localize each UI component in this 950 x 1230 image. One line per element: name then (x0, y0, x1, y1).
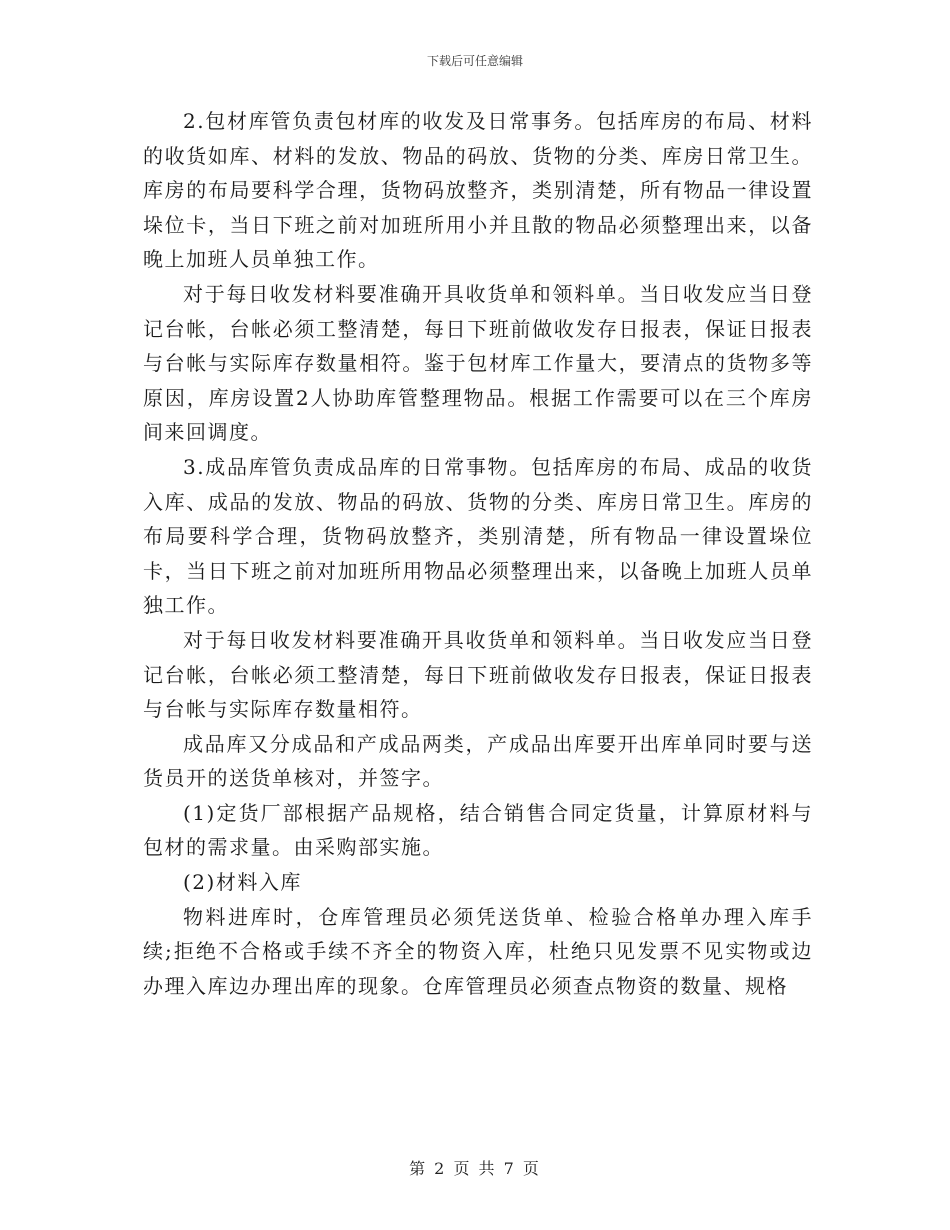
paragraph-finished-goods-daily-records: 对于每日收发材料要准确开具收货单和领料单。当日收发应当日登记台帐，台帐必须工整清楚，每日下班前做收发存日报表，保证日报表与台帐与实际库存数量相符。 (143, 627, 813, 722)
paragraph-finished-goods-warehouse: 3.成品库管负责成品库的日常事物。包括库房的布局、成品的收货入库、成品的发放、物品的码放、货物的分类、库房日常卫生。库房的布局要科学合理，货物码放整齐，类别清楚，所有物品一律设置垛位卡，当日下班之前对加班所用物品必须整理出来，以备晚上加班人员单独工作。 (143, 454, 813, 618)
paragraph-packaging-daily-records: 对于每日收发材料要准确开具收货单和领料单。当日收发应当日登记台帐，台帐必须工整清楚，每日下班前做收发存日报表，保证日报表与台帐与实际库存数量相符。鉴于包材库工作量大，要清点的货物多等原因，库房设置2人协助库管整理物品。根据工作需要可以在三个库房间来回调度。 (143, 281, 813, 445)
paragraph-packaging-warehouse: 2.包材库管负责包材库的收发及日常事务。包括库房的布局、材料的收货如库、材料的发放、物品的码放、货物的分类、库房日常卫生。库房的布局要科学合理，货物码放整齐，类别清楚，所有物品一律设置垛位卡，当日下班之前对加班所用小并且散的物品必须整理出来，以备晚上加班人员单独工作。 (143, 109, 813, 272)
paragraph-finished-goods-categories: 成品库又分成品和产成品两类，产成品出库要开出库单同时要与送货员开的送货单核对，并签字。 (143, 731, 813, 791)
document-body (143, 104, 813, 1003)
paragraph-material-inbound-heading: (2)材料入库 (183, 870, 302, 895)
page-number: 第 2 页 共 7 页 (409, 1159, 541, 1178)
paragraph-material-inbound: 物料进库时，仓库管理员必须凭送货单、检验合格单办理入库手续;拒绝不合格或手续不齐全的物资入库，杜绝只见发票不见实物或边办理入库边办理出库的现象。仓库管理员必须查点物资的数量、规格 (143, 904, 813, 998)
paragraph-ordering: (1)定货厂部根据产品规格，结合销售合同定货量，计算原材料与包材的需求量。由采购部实施。 (143, 800, 813, 860)
page-header: 下载后可任意编辑 (426, 54, 523, 68)
